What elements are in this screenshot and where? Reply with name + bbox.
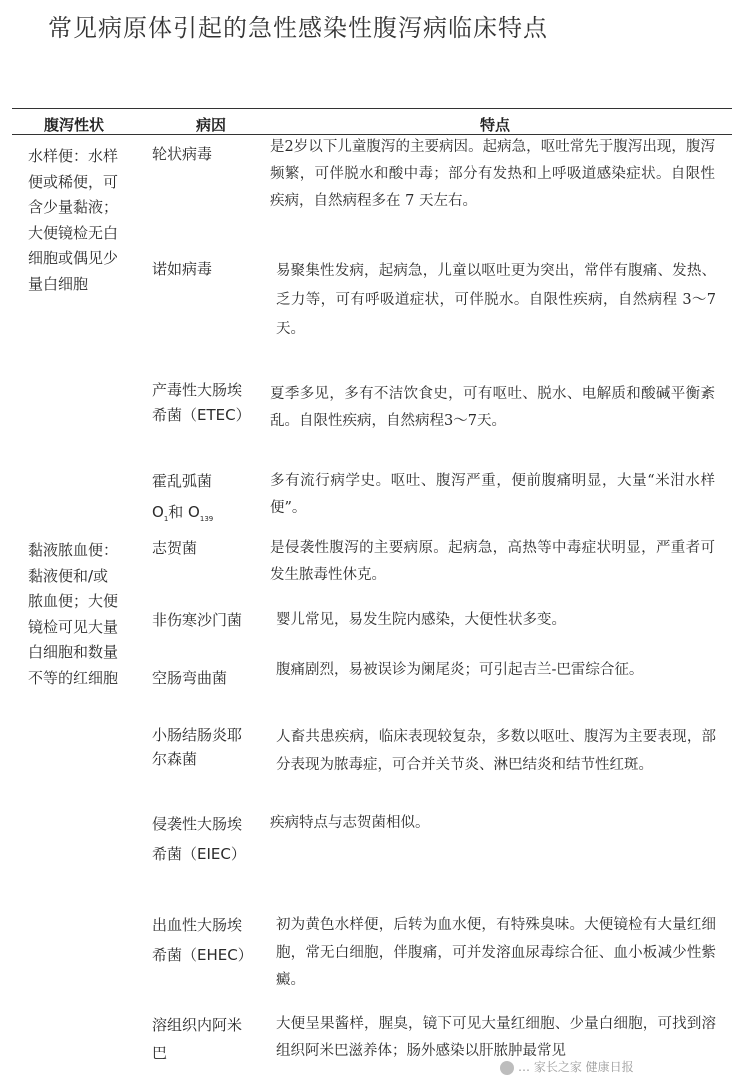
pathogen-vibrio-name: 霍乱弧菌 — [152, 472, 213, 490]
watermark-logo-icon — [500, 1061, 514, 1075]
features-eiec: 疾病特点与志贺菌相似。 — [270, 815, 430, 831]
features-shigella: 是侵袭性腹泻的主要病原。起病急，高热等中毒症状明显，严重者可发生脓毒性休克。 — [270, 540, 715, 583]
header-features: 特点 — [480, 116, 511, 134]
features-vibrio: 多有流行病学史。呕吐、腹泻严重，便前腹痛明显，大量“米泔水样便”。 — [270, 473, 715, 516]
features-rotavirus: 是2岁以下儿童腹泻的主要病因。起病急，呕吐常先于腹泻出现，腹泻频繁，可伴脱水和酸中毒；部分有发热和上呼吸道感染症状。自限性疾病，自然病程多在 7 天左右。 — [270, 139, 715, 209]
pathogen-campylobacter: 空肠弯曲菌 — [152, 669, 228, 687]
pathogen-vibrio — [152, 467, 254, 534]
header-pathogen: 病因 — [196, 116, 227, 134]
header-symptom: 腹泻性状 — [44, 116, 105, 134]
features-norovirus: 易聚集性发病，起病急，儿童以呕吐更为突出，常伴有腹痛、发热、乏力等，可有呼吸道症状，可伴脱水。自限性疾病，自然病程 3～7 天。 — [276, 263, 716, 337]
features-salmonella: 婴儿常见，易发生院内感染，大便性状多变。 — [276, 612, 566, 628]
pathogen-norovirus: 诺如病毒 — [152, 260, 213, 278]
features-etec: 夏季多见，多有不洁饮食史，可有呕吐、脱水、电解质和酸碱平衡紊乱。自限性疾病，自然病程3～7天。 — [270, 386, 715, 429]
pathogen-rotavirus: 轮状病毒 — [152, 145, 213, 163]
page-title: 常见病原体引起的急性感染性腹泻病临床特点 — [48, 14, 548, 42]
features-campylobacter: 腹痛剧烈，易被误诊为阑尾炎；可引起吉兰-巴雷综合征。 — [276, 662, 644, 678]
pathogen-ehec: 出血性大肠埃希菌（EHEC） — [152, 916, 253, 964]
features-amoeba: 大便呈果酱样，腥臭，镜下可见大量红细胞、少量白细胞，可找到溶组织阿米巴滋养体；肠外感染以肝脓肿最常见 — [276, 1016, 716, 1059]
pathogen-vibrio-serogroups: $O_1$和 $O_{139}$ — [152, 503, 214, 523]
pathogen-salmonella: 非伤寒沙门菌 — [152, 611, 243, 629]
pathogen-amoeba: 溶组织内阿米巴 — [152, 1016, 243, 1062]
symptom-watery: 水样便：水样便或稀便，可含少量黏液；大便镜检无白细胞或偶见少量白细胞 — [28, 147, 119, 293]
symptom-bloody: 黏液脓血便：黏液便和/或脓血便；大便镜检可见大量白细胞和数量不等的红细胞 — [28, 541, 119, 687]
features-ehec: 初为黄色水样便，后转为血水便，有特殊臭味。大便镜检有大量红细胞，常无白细胞，伴腹痛，可并发溶血尿毒综合征、血小板减少性紫癜。 — [276, 917, 716, 988]
pathogen-shigella: 志贺菌 — [152, 539, 198, 557]
pathogen-yersinia: 小肠结肠炎耶尔森菌 — [152, 726, 243, 768]
watermark-text: … 家长之家 健康日报 — [518, 1060, 634, 1074]
pathogen-etec: 产毒性大肠埃希菌（ETEC） — [152, 381, 251, 424]
table-top-rule — [12, 108, 732, 109]
features-yersinia: 人畜共患疾病，临床表现较复杂，多数以呕吐、腹泻为主要表现，部分表现为脓毒症，可合并关节炎、淋巴结炎和结节性红斑。 — [276, 729, 716, 773]
watermark — [500, 1058, 740, 1078]
pathogen-eiec: 侵袭性大肠埃希菌（EIEC） — [152, 815, 246, 863]
